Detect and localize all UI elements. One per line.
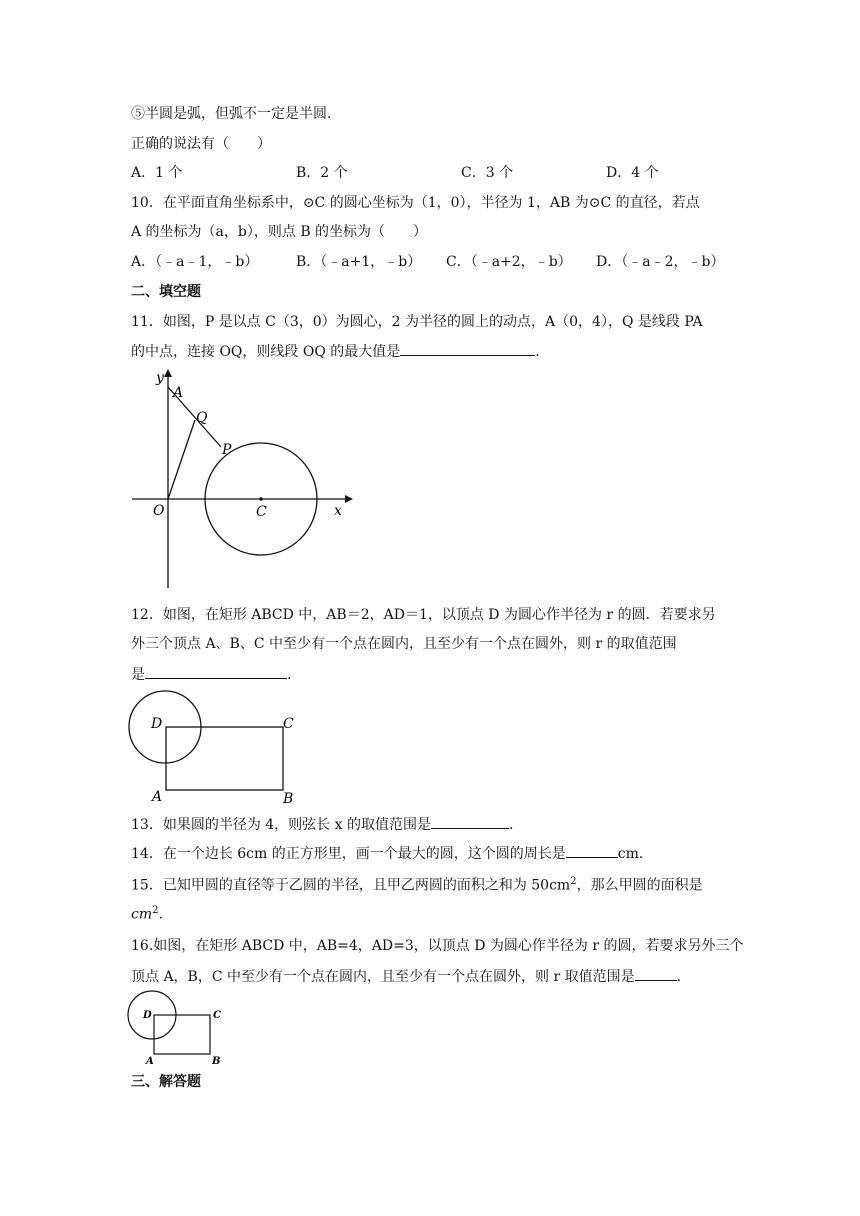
q9-prompt: 正确的说法有（ ） <box>131 136 271 152</box>
label-c: C <box>283 716 294 732</box>
q11-line2: 的中点，连接 OQ，则线段 OQ 的最大值是 . <box>131 341 540 362</box>
q10-option-b[interactable]: B．（﹣a+1，﹣b） <box>296 254 422 270</box>
section-heading-fill-in: 二、填空题 <box>131 284 201 300</box>
q9-option-b[interactable]: B．2 个 <box>296 165 348 181</box>
q10-line1: 10．在平面直角坐标系中，⊙C 的圆心坐标为（1，0），半径为 1，AB 为⊙C 的直径，若点 <box>131 195 700 211</box>
q13: 13．如果圆的半径为 4，则弦长 x 的取值范围是 . <box>131 814 513 835</box>
q11-answer-blank[interactable] <box>400 341 535 356</box>
q16-line2: 顶点 A，B，C 中至少有一个点在圆内，且至少有一个点在圆外，则 r 取值范围是 . <box>131 966 681 987</box>
figure-q11 <box>125 365 365 590</box>
label-b: B <box>212 1056 221 1065</box>
q10-option-a[interactable]: A．（﹣a﹣1，﹣b） <box>131 254 259 270</box>
q14: 14．在一个边长 6cm 的正方形里，画一个最大的圆，这个圆的周长是 cm． <box>131 843 653 864</box>
q12-line2: 外三个顶点 A、B、C 中至少有一个点在圆内，且至少有一个点在圆外，则 r 的取值范围 <box>131 636 677 652</box>
q9-option-c[interactable]: C．3 个 <box>461 165 514 181</box>
label-a: A <box>173 385 184 401</box>
figure-q16 <box>125 990 235 1065</box>
label-b: B <box>283 791 294 807</box>
section-heading-solutions: 三、解答题 <box>131 1074 201 1090</box>
statement-5: ⑤半圆是弧，但弧不一定是半圆. <box>131 106 332 122</box>
q12-answer-blank[interactable] <box>145 664 287 679</box>
q9-option-d[interactable]: D．4 个 <box>606 165 659 181</box>
label-a: A <box>146 1056 154 1065</box>
q12-line3: 是 . <box>131 664 291 685</box>
q14-answer-blank[interactable] <box>566 843 618 858</box>
q12-line1: 12．如图，在矩形 ABCD 中，AB＝2，AD＝1，以顶点 D 为圆心作半径为 r 的圆．若要求另 <box>131 607 716 623</box>
segment-oq <box>168 420 195 499</box>
q16-answer-blank[interactable] <box>635 966 677 981</box>
q10-line2: A 的坐标为（a，b），则点 B 的坐标为（ ） <box>131 224 428 240</box>
q15-line2: $cm^2$. <box>131 905 163 923</box>
label-o: O <box>153 503 165 519</box>
y-axis-arrow <box>164 369 172 377</box>
figure-q12 <box>125 685 305 810</box>
label-x: x <box>334 503 342 519</box>
q16-line1: 16.如图，在矩形 ABCD 中，AB=4，AD=3，以顶点 D 为圆心作半径为 r 的圆，若要求另外三个 <box>131 938 744 954</box>
label-d: D <box>143 1010 152 1021</box>
q13-answer-blank[interactable] <box>431 814 509 829</box>
label-c: C <box>213 1010 221 1021</box>
label-c: C <box>256 504 267 520</box>
label-d: D <box>151 716 163 732</box>
rectangle-abcd <box>154 1015 210 1054</box>
label-q: Q <box>196 410 208 426</box>
q10-options <box>131 252 751 272</box>
center-point-c <box>259 497 263 501</box>
q10-option-d[interactable]: D．（﹣a﹣2，﹣b） <box>596 254 725 270</box>
q10-option-c[interactable]: C．（﹣a+2，﹣b） <box>446 254 572 270</box>
q9-option-a[interactable]: A．1 个 <box>131 165 183 181</box>
x-axis-arrow <box>345 495 353 503</box>
label-y: y <box>156 370 164 386</box>
q15-line1: 15．已知甲圆的直径等于乙圆的半径，且甲乙两圆的面积之和为 $50cm^2$，那么甲圆的面积是 <box>131 876 703 894</box>
label-a: A <box>152 789 163 805</box>
label-p: P <box>222 442 232 458</box>
q9-options <box>131 163 751 183</box>
q11-line1: 11．如图，P 是以点 C（3，0）为圆心，2 为半径的圆上的动点，A（0，4），Q 是线段 PA <box>131 314 703 330</box>
